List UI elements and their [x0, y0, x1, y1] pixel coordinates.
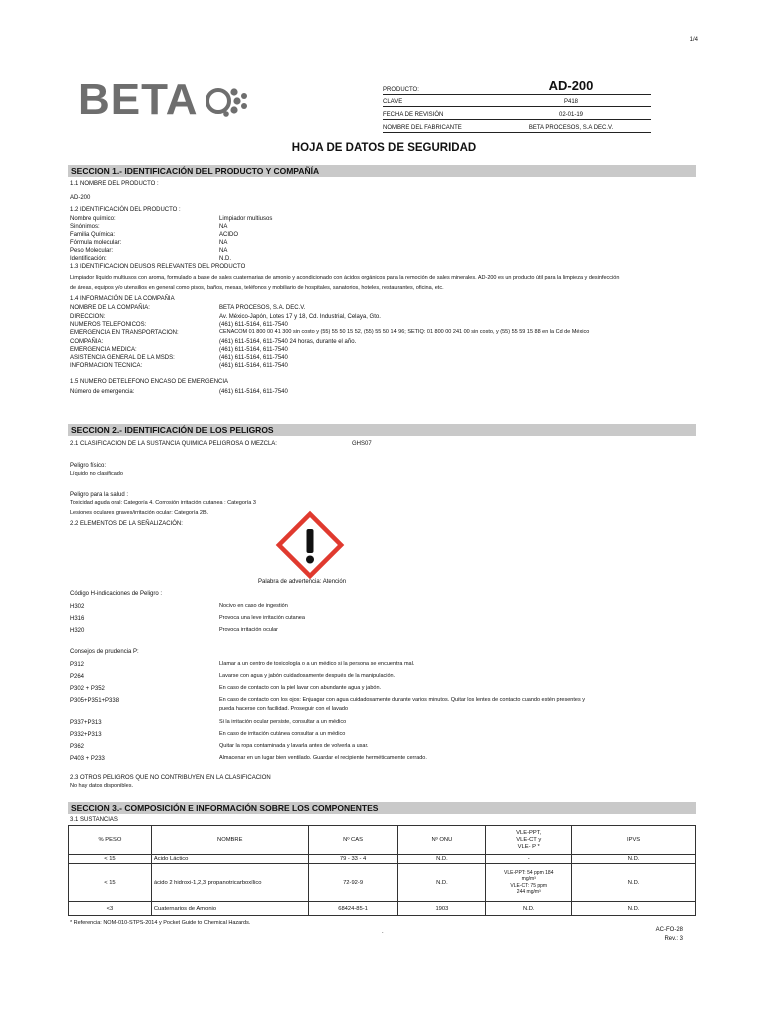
h-code: H320	[70, 628, 85, 634]
footer-revision: Rev.: 3	[664, 936, 683, 942]
s13-description: Limpiador líquido multiusos con aroma, formulado a base de sales cuaternarias de amonio y acondicionado con ácidos orgánicos para la remoción de sales minerales. AD-200 es un producto útil para la limpieza y desinfección	[70, 275, 620, 281]
s12-label: 1.2 IDENTIFICACIÓN DEL PRODUCTO :	[70, 207, 181, 213]
p-text: Almacenar en un lugar bien ventilado. Guardar el recipiente herméticamente cerrado.	[219, 755, 427, 761]
p-text: Lavarse con agua y jabón cuidadosamente después de la manipulación.	[219, 673, 396, 679]
cell-nombre: Cuaternarios de Amonio	[151, 902, 308, 916]
col-header: Nº CAS	[308, 826, 398, 855]
cell-cas: 72-92-9	[308, 864, 398, 902]
ident-value: NA	[219, 224, 228, 230]
p-text: En caso de contacto con los ojos: Enjuagar con agua cuidadosamente durante varios minutos. Quitar los lentes de contacto cuando estén presentes y	[219, 697, 585, 703]
header-label: PRODUCTO:	[383, 87, 419, 93]
ident-key: Familia Química:	[70, 232, 116, 238]
cell-nombre: ácido 2 hidroxi-1,2,3 propanotricarboxílico	[151, 864, 308, 902]
ident-value: NA	[219, 248, 228, 254]
col-header: IPVS	[572, 826, 696, 855]
ident-key: Peso Molecular:	[70, 248, 114, 254]
h-text: Provoca una leve irritación cutanea	[219, 615, 305, 621]
s14-label: 1.4 INFORMACIÓN DE LA COMPAÑIA	[70, 296, 175, 302]
document-title: HOJA DE DATOS DE SEGURIDAD	[291, 142, 477, 154]
company-key: DIRECCION:	[70, 314, 106, 320]
col-header: Nº ONU	[398, 826, 486, 855]
physical-hazard-value: Líquido no clasificado	[70, 471, 123, 477]
header-row-manufacturer	[383, 120, 651, 133]
ident-key: Nombre químico:	[70, 216, 116, 222]
section-3-header: SECCION 3.- COMPOSICIÓN E INFORMACIÓN SOBRE LOS COMPONENTES	[68, 802, 696, 814]
cell-vle: VLE-PPT: 54 ppm 184 mg/m³ VLE-CT: 75 ppm 244 mg/m³	[486, 864, 572, 902]
s11-label: 1.1 NOMBRE DEL PRODUCTO :	[70, 181, 159, 187]
health-hazard-line: Lesiones oculares graves/irritación ocular: Categoría 2B.	[70, 510, 209, 516]
header-label: NOMBRE DEL FABRICANTE	[383, 125, 462, 131]
h-code: H302	[70, 604, 85, 610]
company-logo	[78, 75, 248, 124]
cell-ipvs: N.D.	[572, 902, 696, 916]
product-name: AD-200	[548, 78, 594, 93]
cell-cas: 68424-85-1	[308, 902, 398, 916]
s21-label: 2.1 CLASIFICACION DE LA SUSTANCIA QUIMICA PELIGROSA O MEZCLA:	[70, 441, 277, 447]
table-row	[69, 902, 696, 916]
table-row	[69, 864, 696, 902]
h-text: Nocivo en caso de ingestión	[219, 603, 288, 609]
health-hazard-label: Peligro para la salud :	[70, 492, 129, 498]
ident-value: NA	[219, 240, 228, 246]
section-1-header: SECCION 1.- IDENTIFICACIÓN DEL PRODUCTO Y COMPAÑÍA	[68, 165, 696, 177]
s23-value: No hay datos disponibles.	[70, 783, 133, 789]
page-number: 1/4	[689, 37, 698, 43]
company-value: (461) 611-5164, 611-7540	[219, 363, 288, 369]
signal-word: Palabra de advertencia: Atención	[258, 579, 347, 585]
cell-peso: <3	[69, 902, 152, 916]
company-value: CENACOM 01 800 00 41 300 sin costo y (55) 55 50 15 52, (55) 55 50 14 96; SETIQ: 01 800 00 241 00 sin costo, y (55) 55 59 15 88 en la Cd de México	[219, 329, 590, 335]
p-code: P264	[70, 674, 85, 680]
header-row-product	[383, 80, 651, 95]
ghs07-exclamation-icon	[275, 510, 345, 580]
company-key: ASISTENCIA GENERAL DE LA MSDS:	[70, 355, 175, 361]
p-code: P337+P313	[70, 720, 102, 726]
p-text: Llamar a un centro de toxicología o a un médico si la persona se encuentra mal.	[219, 661, 415, 667]
s11-value: AD-200	[70, 195, 91, 201]
ghs-code: GHS07	[352, 441, 372, 447]
s23-label: 2.3 OTROS PELIGROS QUE NO CONTRIBUYEN EN LA CLASIFICACION	[70, 775, 271, 781]
header-value: 02-01-19	[558, 112, 584, 118]
s31-label: 3.1 SUSTANCIAS	[70, 817, 118, 823]
footer-dot: .	[382, 929, 384, 935]
h-text: Provoca irritación ocular	[219, 627, 278, 633]
company-value: BETA PROCESOS, S.A. DEC.V.	[219, 305, 306, 311]
physical-hazard-label: Peligro físico:	[70, 463, 107, 469]
header-label: CLAVE	[383, 99, 403, 105]
cell-peso: < 15	[69, 864, 152, 902]
cell-vle: -	[486, 855, 572, 864]
header-label: FECHA DE REVISIÓN	[383, 112, 444, 118]
cell-ipvs: N.D.	[572, 864, 696, 902]
header-row-date	[383, 107, 651, 120]
cell-onu: N.D.	[398, 864, 486, 902]
cell-ipvs: N.D.	[572, 855, 696, 864]
p-code: P403 + P233	[70, 756, 105, 762]
h-codes-title: Código H-indicaciones de Peligro :	[70, 591, 163, 597]
ident-value: ACIDO	[219, 232, 239, 238]
company-value: (461) 611-5164, 611-7540 24 horas, durante el año.	[219, 339, 357, 345]
p-text: Quitar la ropa contaminada y lavarla antes de volverla a usar.	[219, 743, 369, 749]
company-value: (461) 611-5164, 611-7540	[219, 355, 288, 361]
cell-peso: < 15	[69, 855, 152, 864]
s13-description-2: de áreas, equipos y/o utensilios en general como pisos, baños, mesas, teléfonos y mobiliario de hospitales, sanatorios, hoteles, restaurantes, oficina, etc.	[70, 285, 444, 291]
s13-label: 1.3 IDENTIFICACION DEUSOS RELEVANTES DEL PRODUCTO	[70, 264, 246, 270]
s22-label: 2.2 ELEMENTOS DE LA SEÑALIZACIÓN:	[70, 521, 183, 527]
emergency-value: (461) 611-5164, 611-7540	[219, 389, 288, 395]
p-text: En caso de irritación cutánea consultar a un médico	[219, 731, 346, 737]
company-value: (461) 611-5164, 611-7540	[219, 322, 288, 328]
emergency-key: Número de emergencia:	[70, 389, 135, 395]
company-key: EMERGENCIA MEDICA:	[70, 347, 137, 353]
s15-label: 1.5 NUMERO DETELEFONO ENCASO DE EMERGENCIA	[70, 379, 229, 385]
table-row	[69, 855, 696, 864]
p-text-continued: pueda hacerse con facilidad. Proseguir con el lavado	[219, 706, 349, 712]
ident-key: Sinónimos:	[70, 224, 100, 230]
components-table	[68, 825, 696, 916]
company-key: INFORMACION TECNICA:	[70, 363, 143, 369]
health-hazard-line: Toxicidad aguda oral: Categoría 4. Corrosión irritación cutanea : Categoría 3	[70, 500, 256, 506]
logo-text: BETA	[78, 75, 199, 124]
logo-dots-icon	[206, 84, 252, 118]
col-header: % PESO	[69, 826, 152, 855]
col-header: NOMBRE	[151, 826, 308, 855]
footer-form-code: AC-FO-28	[655, 927, 683, 933]
p-code: P302 + P352	[70, 686, 105, 692]
p-code: P312	[70, 662, 85, 668]
company-key: NUMEROS TELEFONICOS:	[70, 322, 147, 328]
company-value: Av. México-Japón, Lotes 17 y 18, Cd. Industrial, Celaya, Gto.	[219, 314, 381, 320]
ident-value: Limpiador multiusos	[219, 216, 273, 222]
cell-vle: N.D.	[486, 902, 572, 916]
footnote: * Referencia: NOM-010-STPS-2014 y Pocket Guide to Chemical Hazards.	[70, 920, 251, 926]
table-header-row	[69, 826, 696, 855]
p-code: P362	[70, 744, 85, 750]
company-key: EMERGENCIA EN TRANSPORTACION:	[70, 330, 179, 336]
p-code: P305+P351+P338	[70, 698, 120, 704]
p-code: P332+P313	[70, 732, 102, 738]
header-row-clave	[383, 94, 651, 107]
section-2-header: SECCION 2.- IDENTIFICACIÓN DE LOS PELIGROS	[68, 424, 696, 436]
cell-onu: N.D.	[398, 855, 486, 864]
cell-cas: 79 - 33 - 4	[308, 855, 398, 864]
p-text: En caso de contacto con la piel lavar con abundante agua y jabón.	[219, 685, 382, 691]
cell-onu: 1903	[398, 902, 486, 916]
company-key: COMPAÑIA:	[70, 339, 104, 345]
col-header: VLE-PPT, VLE-CT y VLE- P *	[486, 826, 572, 855]
ident-key: Identificación:	[70, 256, 107, 262]
ident-value: N.D.	[219, 256, 231, 262]
ident-key: Fórmula molecular:	[70, 240, 122, 246]
company-value: (461) 611-5164, 611-7540	[219, 347, 288, 353]
company-key: NOMBRE DE LA COMPAÑIA:	[70, 305, 150, 311]
p-codes-title: Consejos de prudencia P:	[70, 649, 139, 655]
cell-nombre: Acido Láctico	[151, 855, 308, 864]
p-text: Si la irritación ocular persiste, consultar a un médico	[219, 719, 347, 725]
header-value: P418	[563, 99, 578, 105]
h-code: H316	[70, 616, 85, 622]
header-value: BETA PROCESOS, S.A DEC.V.	[528, 125, 614, 131]
